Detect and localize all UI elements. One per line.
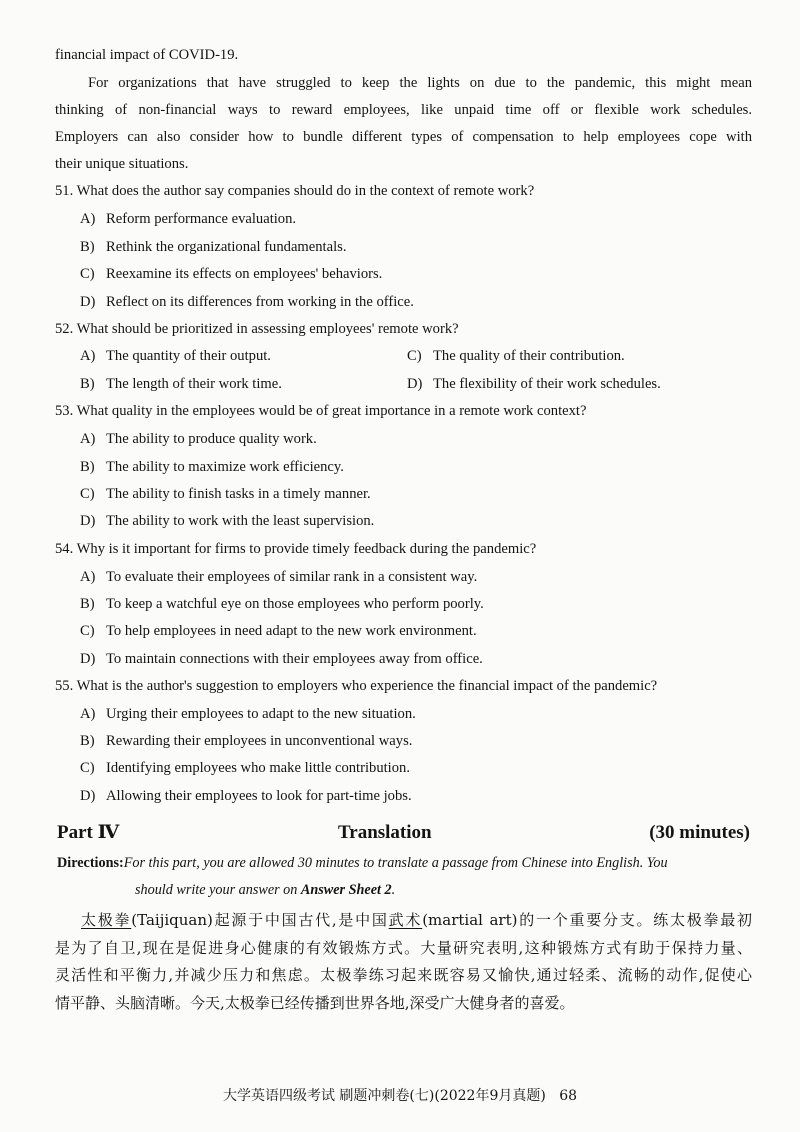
question-52 — [55, 319, 459, 339]
question-number: 51. — [55, 183, 74, 199]
question-55 — [55, 676, 657, 696]
option-letter: C) — [80, 623, 95, 639]
option-letter: D) — [80, 513, 96, 529]
question-text: What quality in the employees would be of great importance in a remote work context? — [76, 403, 587, 419]
option-51-d — [80, 292, 414, 312]
option-51-c — [80, 264, 382, 284]
option-letter: C) — [407, 348, 422, 364]
term-wushu: 武术 — [388, 911, 423, 929]
option-text: The ability to maximize work efficiency. — [106, 459, 344, 475]
question-54 — [55, 539, 536, 559]
question-text: What should be prioritized in assessing employees' remote work? — [76, 321, 459, 337]
option-text: To help employees in need adapt to the new work environment. — [106, 623, 477, 639]
option-letter: A) — [80, 211, 96, 227]
option-text: The length of their work time. — [106, 376, 282, 392]
passage-continuation: financial impact of COVID-19. — [55, 47, 239, 63]
option-text: Allowing their employees to look for part-time jobs. — [106, 788, 412, 804]
passage-line: their unique situations. — [55, 156, 189, 172]
question-text: What does the author say companies should do in the context of remote work? — [76, 183, 535, 199]
option-text: The ability to finish tasks in a timely manner. — [106, 486, 371, 502]
part-label: Part Ⅳ — [57, 822, 120, 843]
part-title: Translation — [338, 822, 432, 843]
translation-line-1 — [81, 910, 752, 930]
option-letter: B) — [80, 733, 95, 749]
directions-text: . — [391, 882, 396, 898]
option-text: The ability to produce quality work. — [106, 431, 317, 447]
option-letter: C) — [80, 760, 95, 776]
question-number: 54. — [55, 541, 74, 557]
question-number: 53. — [55, 403, 74, 419]
passage-line: thinking of non-financial ways to reward employees, like unpaid time off or flexible work schedules. — [55, 102, 752, 118]
option-text: To keep a watchful eye on those employees who perform poorly. — [106, 596, 484, 612]
translation-line-3: 灵活性和平衡力,并减少压力和焦虑。太极拳练习起来既容易又愉快,通过轻柔、流畅的动作,促使心 — [55, 966, 752, 984]
option-letter: B) — [80, 459, 95, 475]
option-text: The ability to work with the least supervision. — [106, 513, 375, 529]
option-54-d — [80, 649, 483, 669]
option-53-c — [80, 484, 371, 504]
option-53-a — [80, 429, 317, 449]
option-53-d — [80, 511, 374, 531]
option-52-b — [80, 374, 282, 394]
page-number: 68 — [559, 1088, 578, 1104]
option-text: To maintain connections with their employees away from office. — [106, 651, 483, 667]
option-letter: D) — [80, 651, 96, 667]
option-text: Identifying employees who make little contribution. — [106, 760, 410, 776]
option-letter: A) — [80, 706, 96, 722]
option-text: Reflect on its differences from working in the office. — [106, 294, 414, 310]
option-54-c — [80, 621, 477, 641]
option-text: Reform performance evaluation. — [106, 211, 297, 227]
question-text: Why is it important for firms to provide timely feedback during the pandemic? — [76, 541, 537, 557]
passage-line: For organizations that have struggled to keep the lights on due to the pandemic, this might mean — [88, 75, 752, 91]
option-52-a — [80, 346, 271, 366]
option-text: The flexibility of their work schedules. — [433, 376, 661, 392]
directions-text: should write your answer on — [135, 882, 301, 898]
directions-text: For this part, you are allowed 30 minutes to translate a passage from Chinese into English. You — [123, 855, 668, 871]
option-letter: B) — [80, 376, 95, 392]
answer-sheet-ref: Answer Sheet 2 — [300, 882, 392, 898]
option-52-c — [407, 346, 625, 366]
option-54-b — [80, 594, 484, 614]
option-text: The quantity of their output. — [106, 348, 271, 364]
option-55-d — [80, 786, 412, 806]
option-letter: B) — [80, 239, 95, 255]
option-text: Reexamine its effects on employees' behaviors. — [106, 266, 383, 282]
question-number: 55. — [55, 678, 74, 694]
translation-line-2: 是为了自卫,现在是促进身心健康的有效锻炼方式。大量研究表明,这种锻炼方式有助于保持力量、 — [55, 939, 752, 957]
option-51-b — [80, 237, 346, 257]
option-letter: A) — [80, 431, 96, 447]
option-55-c — [80, 758, 410, 778]
question-number: 52. — [55, 321, 74, 337]
translation-line-4: 情平静、头脑清晰。今天,太极拳已经传播到世界各地,深受广大健身者的喜爱。 — [55, 994, 575, 1012]
translation-text: (Taijiquan)起源于中国古代,是中国 — [131, 911, 389, 929]
option-text: To evaluate their employees of similar rank in a consistent way. — [106, 569, 478, 585]
part-time: (30 minutes) — [649, 822, 750, 843]
option-55-a — [80, 704, 416, 724]
option-52-d — [407, 374, 661, 394]
directions-label: Directions: — [57, 855, 124, 871]
option-text: Rethink the organizational fundamentals. — [106, 239, 347, 255]
translation-text: (martial art)的一个重要分支。练太极拳最初 — [422, 911, 752, 929]
question-51 — [55, 181, 534, 201]
footer-title: 大学英语四级考试 刷题冲刺卷(七)(2022年9月真题) — [222, 1088, 546, 1104]
option-letter: B) — [80, 596, 95, 612]
option-text: Rewarding their employees in unconventional ways. — [106, 733, 413, 749]
directions-line-1 — [57, 853, 668, 873]
term-taijiquan: 太极拳 — [81, 911, 132, 929]
option-51-a — [80, 209, 296, 229]
option-letter: A) — [80, 348, 96, 364]
option-letter: D) — [407, 376, 423, 392]
option-letter: D) — [80, 294, 96, 310]
question-text: What is the author's suggestion to employers who experience the financial impact of the pandemic? — [76, 678, 658, 694]
option-letter: A) — [80, 569, 96, 585]
option-54-a — [80, 567, 477, 587]
directions-line-2 — [135, 880, 395, 900]
option-letter: C) — [80, 266, 95, 282]
option-letter: C) — [80, 486, 95, 502]
option-55-b — [80, 731, 412, 751]
passage-line: Employers can also consider how to bundle different types of compensation to help employees cope with — [55, 129, 752, 145]
option-53-b — [80, 457, 344, 477]
option-text: The quality of their contribution. — [433, 348, 625, 364]
option-text: Urging their employees to adapt to the new situation. — [106, 706, 416, 722]
question-53 — [55, 401, 586, 421]
page-footer — [0, 1086, 800, 1106]
option-letter: D) — [80, 788, 96, 804]
